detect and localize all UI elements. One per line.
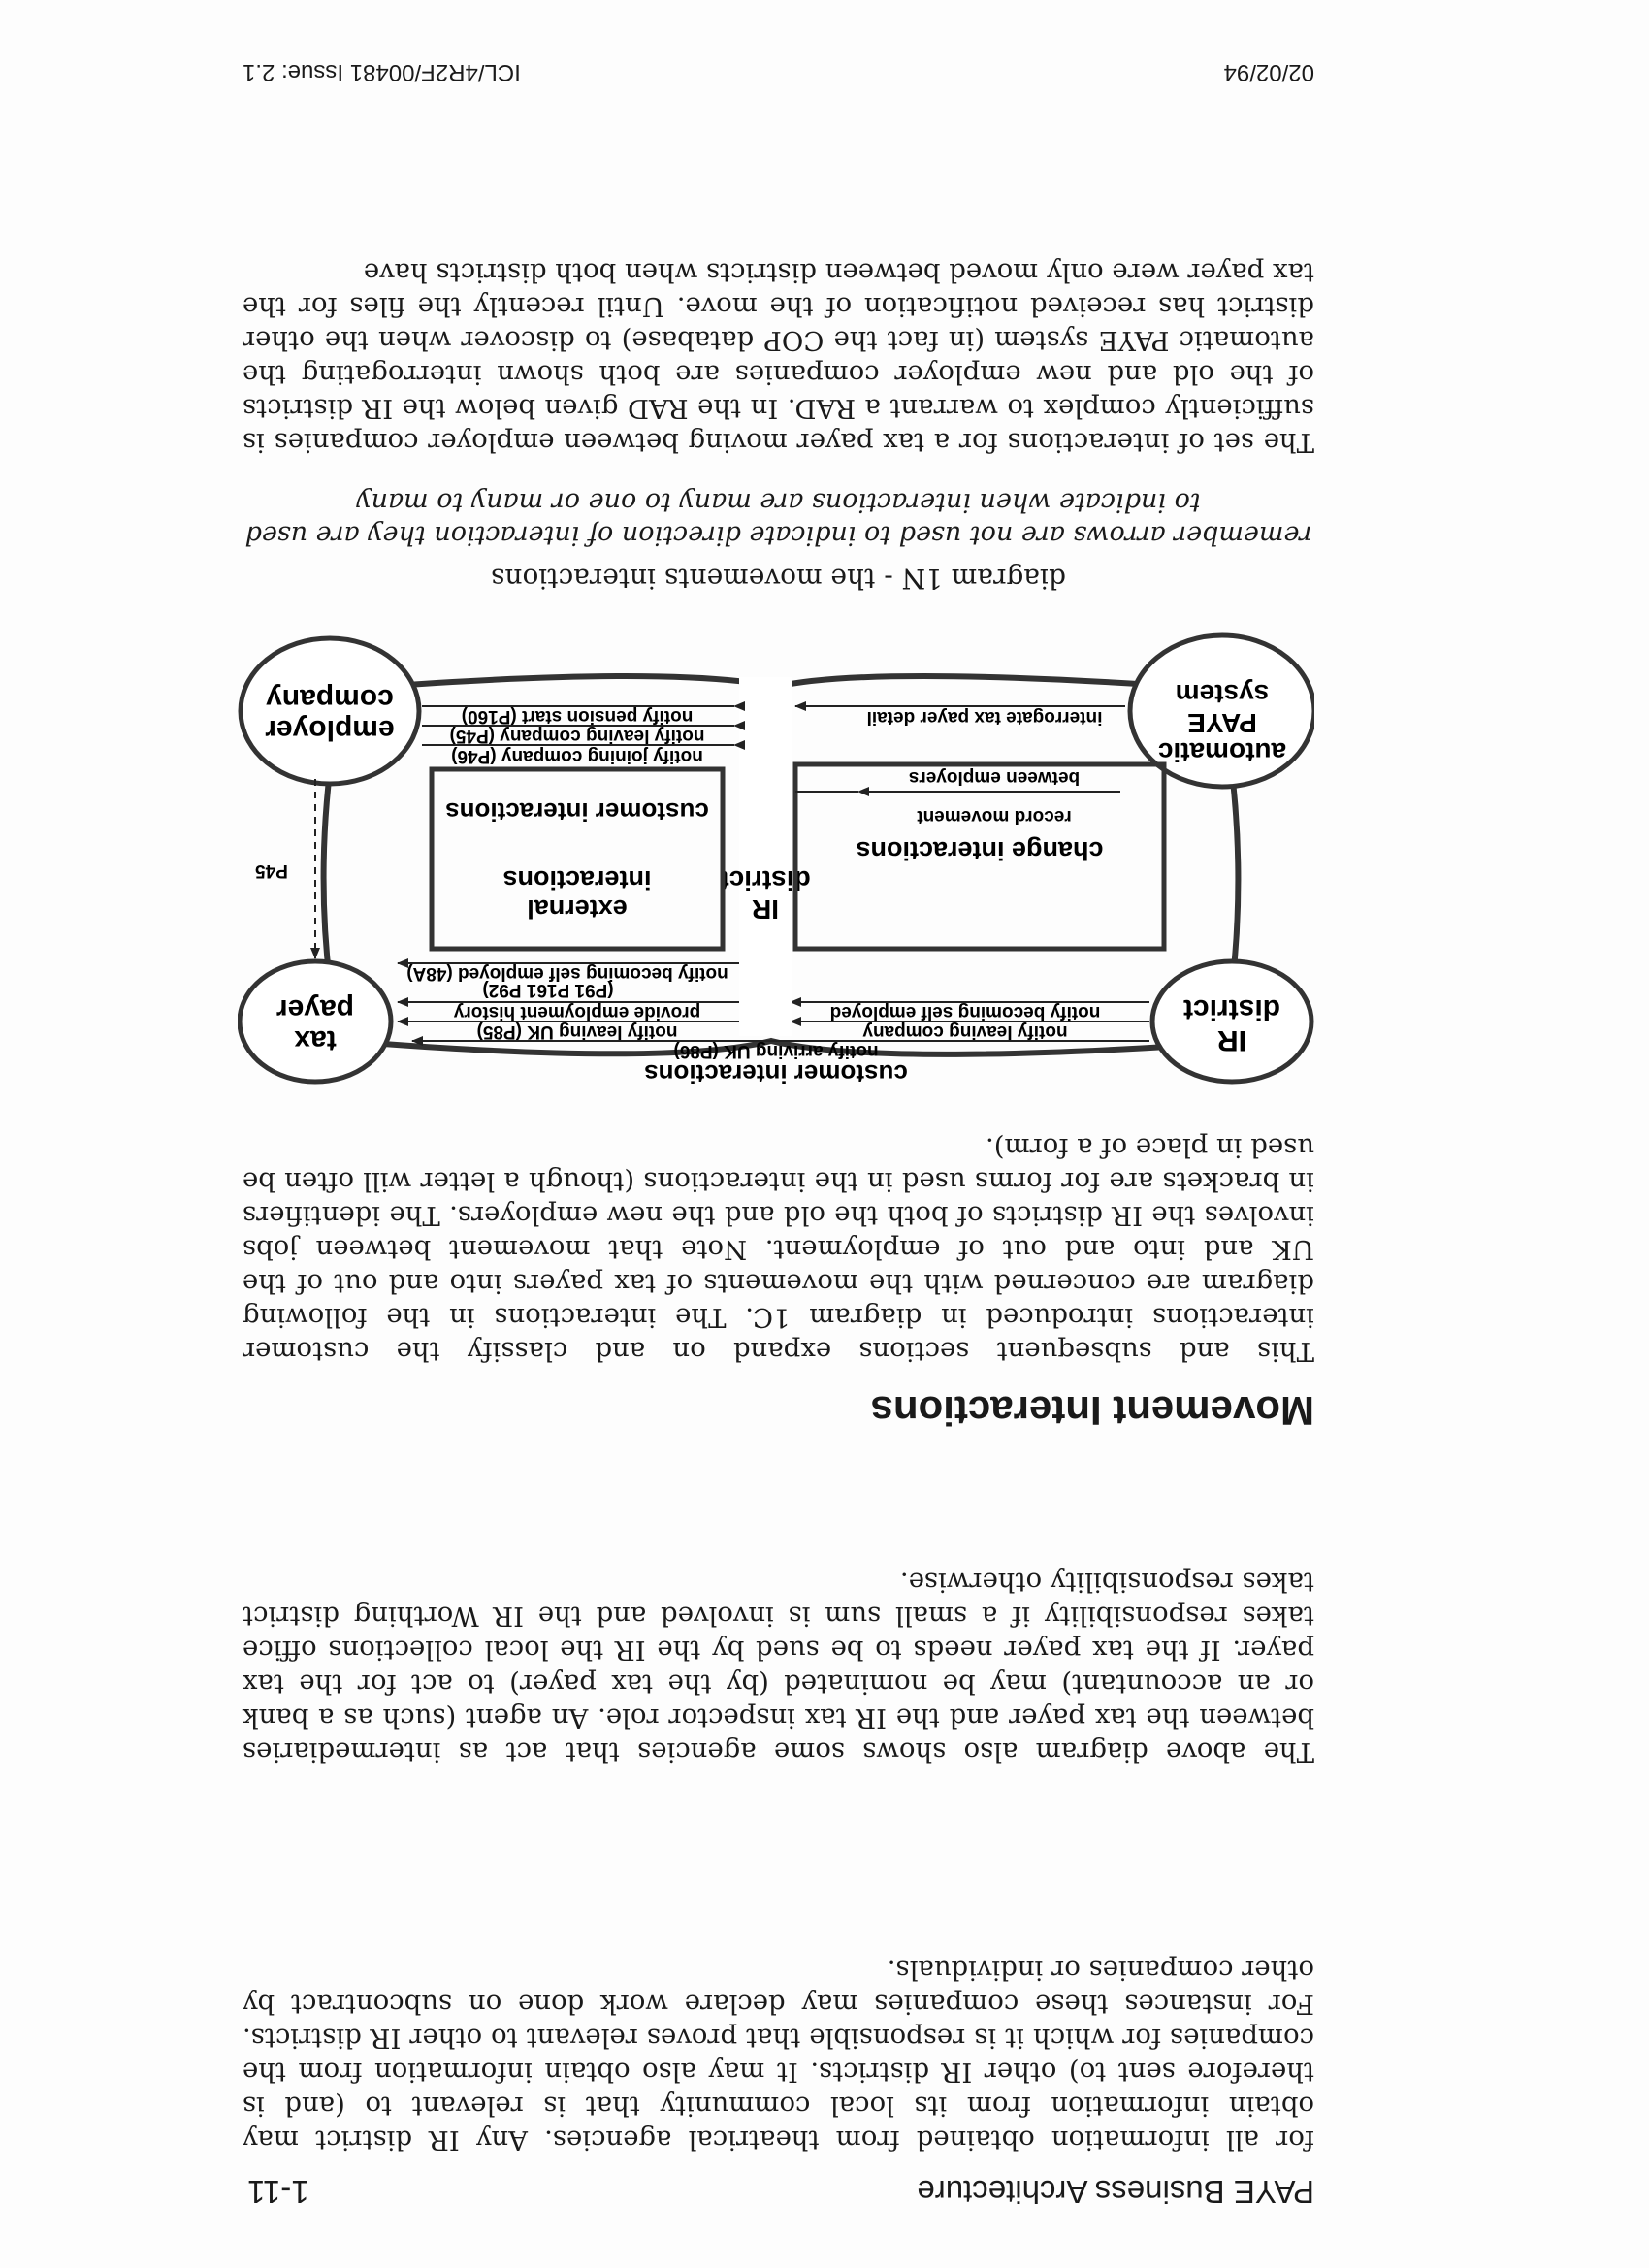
label-notify-leaving-uk: notify leaving UK (P85) — [476, 1021, 678, 1042]
node-ir-district-center-label: IRdistrict — [720, 865, 811, 924]
label-interrogate-tax-payer-detail: interrogate tax payer detail — [866, 707, 1103, 728]
document-title: PAYE Business Architecture — [917, 2174, 1314, 2210]
page-header — [247, 2173, 1314, 2210]
footer-doc-ref: ICL/4R2F/00481 Issue: 2.1 — [242, 59, 521, 85]
page-number: 1-11 — [247, 2174, 309, 2210]
node-tax-payer-label: taxpayer — [275, 993, 355, 1056]
label-notify-becoming-self-employed: notify becoming self employed — [829, 1002, 1101, 1022]
paragraph-movement-intro: This and subsequent sections expand on and classify the customer interactions introduced in diagram 1C. The interactions in the following diagram are concerned with the movements of tax payers into and out of the UK and into and out of employment. Note that movement between jobs involves the IR districts of both the old and the new employers. The identifiers in brackets are for forms used in the interactions (though a letter will often be used in place of a form). — [242, 1132, 1314, 1367]
paragraph-rad: The set of interactions for a tax payer moving between employer companies is sufficiently complex to warrant a RAD. In the RAD given below the IR districts of the old and new employer companies are both shown interrogating the automatic PAYE system (in fact the COP database) to discover when the other district has received notification of the move. Until recently the files for the tax payer were only moved between districts when both districts have — [242, 257, 1314, 458]
node-automatic-paye-label: automaticPAYEsystem — [1157, 679, 1287, 767]
label-provide-employment-history: provide employment history — [453, 1002, 701, 1022]
page-footer — [242, 58, 1314, 85]
label-record-movement: record movement — [917, 806, 1072, 826]
paragraph-arrow-note: remember arrows are not used to indicate direction of interaction they are used to indicate when interactions are many to one or many to many — [244, 487, 1312, 550]
label-notify-joining-company: notify joining company (P46) — [451, 746, 703, 766]
label-notify-leaving-company-top: notify leaving company — [862, 1021, 1068, 1042]
label-between-employers: between employers — [908, 767, 1081, 788]
box-external-interactions-label: externalinteractions — [502, 865, 652, 923]
movements-interactions-diagram — [238, 609, 1314, 1094]
diagram-caption: diagram 1N - the movements interactions — [491, 563, 1066, 595]
label-notify-arriving-uk: notify arriving UK (P86) — [673, 1041, 879, 1061]
paragraph-intermediaries: The above diagram also shows some agencies that act as intermediaries between the tax payer and the IR tax inspector role. An agent (such as a bank or an accountant) may be nominated (by the tax payer) to act for the tax payer. If the tax payer needs to be sued by the IR the local collections office takes responsibility if a small sum is involved and the IR Worthing district takes responsibility otherwise. — [242, 1567, 1314, 1767]
box-customer-interactions-top: customer interactions — [644, 1059, 908, 1088]
label-notify-leaving-company-p45: notify leaving company (P45) — [449, 726, 705, 746]
center-ir-district-column — [739, 677, 792, 1036]
section-heading: Movement Interactions — [870, 1388, 1314, 1434]
label-p45: P45 — [255, 860, 288, 881]
box-change-interactions-label: change interactions — [856, 836, 1104, 865]
node-employer-company-label: employercompany — [265, 683, 395, 746]
label-notify-pension-start: notify pension start (P160) — [461, 706, 694, 727]
label-notify-self-employed-48a: notify becoming self employed (48A) — [406, 963, 728, 984]
node-ir-district-label: IRdistrict — [1182, 993, 1281, 1056]
footer-date: 02/02/94 — [1223, 59, 1314, 85]
box-customer-interactions-inner: customer interactions — [445, 797, 709, 826]
paragraph-agencies: for all information obtained from theatrical agencies. Any IR district may obtain information from its local community that is relevant to (and is therefore sent to) other IR districts. It may also obtain information from the companies for which it is responsible that proves relevant to other IR districts. For instances these companies may declare work done on subcontract by other companies or individuals. — [242, 1955, 1314, 2155]
label-p91-p161-p92: (P91 P161 P92) — [482, 980, 614, 1000]
